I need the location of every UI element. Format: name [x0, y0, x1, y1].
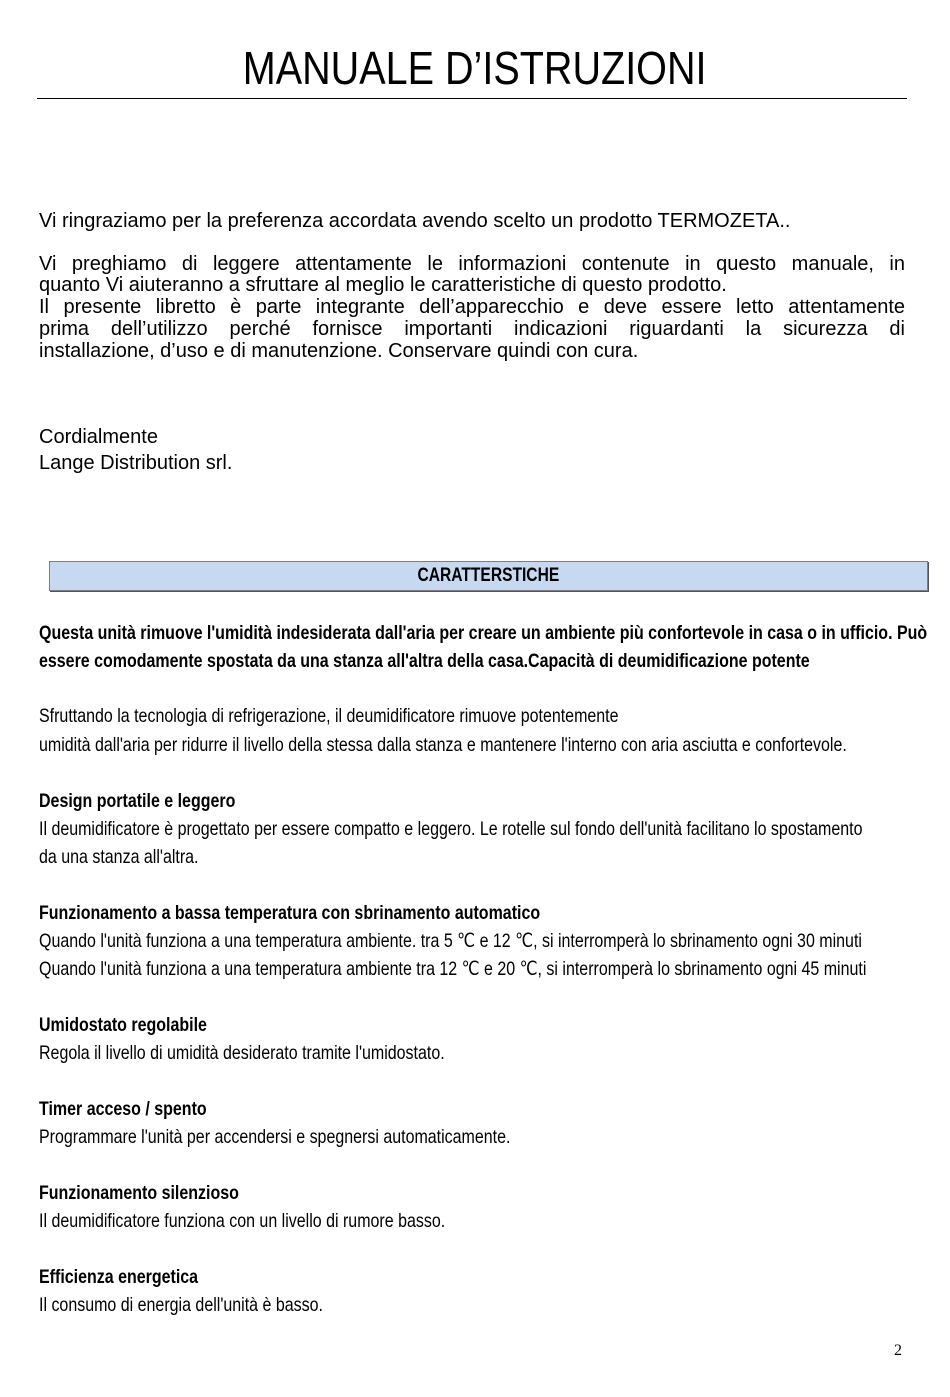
section-title: CARATTERSTICHE	[417, 565, 560, 586]
title-text: MANUALE D’ISTRUZIONI	[243, 42, 707, 94]
lead-body-line: Sfruttando la tecnologia di refrigerazione, il deumidificatore rimuove potentemente	[39, 705, 619, 727]
feature-heading: Efficienza energetica	[39, 1266, 199, 1288]
feature-text: Il deumidificatore funziona con un livello di rumore basso.	[39, 1210, 446, 1232]
intro-line: Vi preghiamo di leggere attentamente le informazioni contenute in questo manuale, in	[39, 253, 905, 275]
lead-line: Questa unità rimuove l'umidità indesiderata dall'aria per creare un ambiente più confortevole in casa o in ufficio. Può	[39, 622, 928, 644]
feature-heading: Funzionamento silenzioso	[39, 1182, 239, 1204]
section-header	[49, 561, 928, 591]
lead-body-line: umidità dall'aria per ridurre il livello della stessa dalla stanza e mantenere l'interno con aria asciutta e confortevole.	[39, 734, 847, 756]
feature-heading: Funzionamento a bassa temperatura con sbrinamento automatico	[39, 902, 541, 924]
closing-text: Cordialmente	[39, 426, 158, 448]
feature-text: Regola il livello di umidità desiderato tramite l'umidostato.	[39, 1042, 445, 1064]
intro-line: quanto Vi aiuteranno a sfruttare al meglio le caratteristiche di questo prodotto.	[39, 274, 727, 296]
intro-line: Il presente libretto è parte integrante dell’apparecchio e deve essere letto attentamente	[39, 296, 905, 318]
feature-heading: Timer acceso / spento	[39, 1098, 207, 1120]
feature-text: Il deumidificatore è progettato per essere compatto e leggero. Le rotelle sul fondo dell'unità facilitano lo spostamento	[39, 818, 863, 840]
page-number: 2	[894, 1342, 902, 1359]
feature-heading: Design portatile e leggero	[39, 790, 236, 812]
feature-text: da una stanza all'altra.	[39, 846, 199, 868]
page-title	[0, 40, 950, 96]
feature-heading: Umidostato regolabile	[39, 1014, 207, 1036]
feature-text: Il consumo di energia dell'unità è basso.	[39, 1294, 323, 1316]
intro-line: installazione, d’uso e di manutenzione. Conservare quindi con cura.	[39, 340, 639, 362]
feature-text: Programmare l'unità per accendersi e spegnersi automaticamente.	[39, 1126, 511, 1148]
title-divider	[37, 98, 907, 99]
thanks-text: Vi ringraziamo per la preferenza accordata avendo scelto un prodotto TERMOZETA..	[39, 210, 791, 232]
feature-text: Quando l'unità funziona a una temperatura ambiente. tra 5 ℃ e 12 ℃, si interromperà lo sbrinamento ogni 30 minuti	[39, 930, 862, 952]
signature-text: Lange Distribution srl.	[39, 452, 233, 474]
lead-line: essere comodamente spostata da una stanza all'altra della casa.Capacità di deumidificazione potente	[39, 650, 810, 672]
intro-line: prima dell’utilizzo perché fornisce importanti indicazioni riguardanti la sicurezza di	[39, 318, 905, 340]
feature-text: Quando l'unità funziona a una temperatura ambiente tra 12 ℃ e 20 ℃, si interromperà lo sbrinamento ogni 45 minuti	[39, 958, 867, 980]
